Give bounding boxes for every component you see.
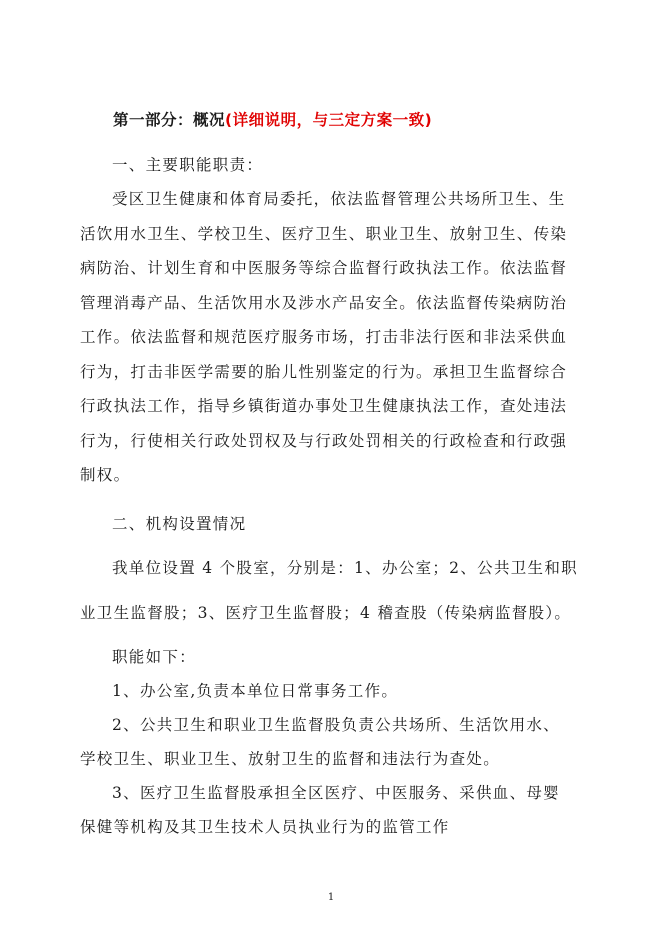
duties-line: 行政执法工作，指导乡镇街道办事处卫生健康执法工作，查处违法 xyxy=(80,397,568,415)
duties-line: 活饮用水卫生、学校卫生、医疗卫生、职业卫生、放射卫生、传染 xyxy=(80,225,568,243)
page-number: 1 xyxy=(327,892,335,903)
heading-note: (详细说明，与三定方案一致) xyxy=(225,111,433,129)
section-title-organization: 二、机构设置情况 xyxy=(112,515,247,533)
duties-line: 病防治、计划生育和中医服务等综合监督行政执法工作。依法监督 xyxy=(80,259,568,277)
duties-line: 制权。 xyxy=(80,466,131,484)
duties-line: 行为，打击非医学需要的胎儿性别鉴定的行为。承担卫生监督综合 xyxy=(80,363,568,381)
section-heading xyxy=(113,108,432,130)
duties-line: 行为，行使相关行政处罚权及与行政处罚相关的行政检查和行政强 xyxy=(80,432,568,450)
section-title-duties: 一、主要职能职责： xyxy=(112,156,264,174)
heading-prefix: 第一部分：概况 xyxy=(113,111,226,129)
duties-line: 受区卫生健康和体育局委托，依法监督管理公共场所卫生、生 xyxy=(112,190,566,208)
function-item-3-cont: 保健等机构及其卫生技术人员执业行为的监管工作 xyxy=(80,818,450,836)
setup-line: 业卫生监督股；3、医疗卫生监督股；4 稽查股（传染病监督股）。 xyxy=(80,604,572,622)
functions-title: 职能如下： xyxy=(112,648,197,666)
duties-line: 管理消毒产品、生活饮用水及涉水产品安全。依法监督传染病防治 xyxy=(80,294,568,312)
duties-line: 工作。依法监督和规范医疗服务市场，打击非法行医和非法采供血 xyxy=(80,328,568,346)
function-item-2-cont: 学校卫生、职业卫生、放射卫生的监督和违法行为查处。 xyxy=(80,750,501,768)
function-item-3: 3、医疗卫生监督股承担全区医疗、中医服务、采供血、母婴 xyxy=(112,784,560,802)
function-item-2: 2、公共卫生和职业卫生监督股负责公共场所、生活饮用水、 xyxy=(112,716,560,734)
setup-line: 我单位设置 4 个股室，分别是：1、办公室；2、公共卫生和职 xyxy=(112,559,578,577)
function-item-1: 1、办公室,负责本单位日常事务工作。 xyxy=(112,682,399,700)
